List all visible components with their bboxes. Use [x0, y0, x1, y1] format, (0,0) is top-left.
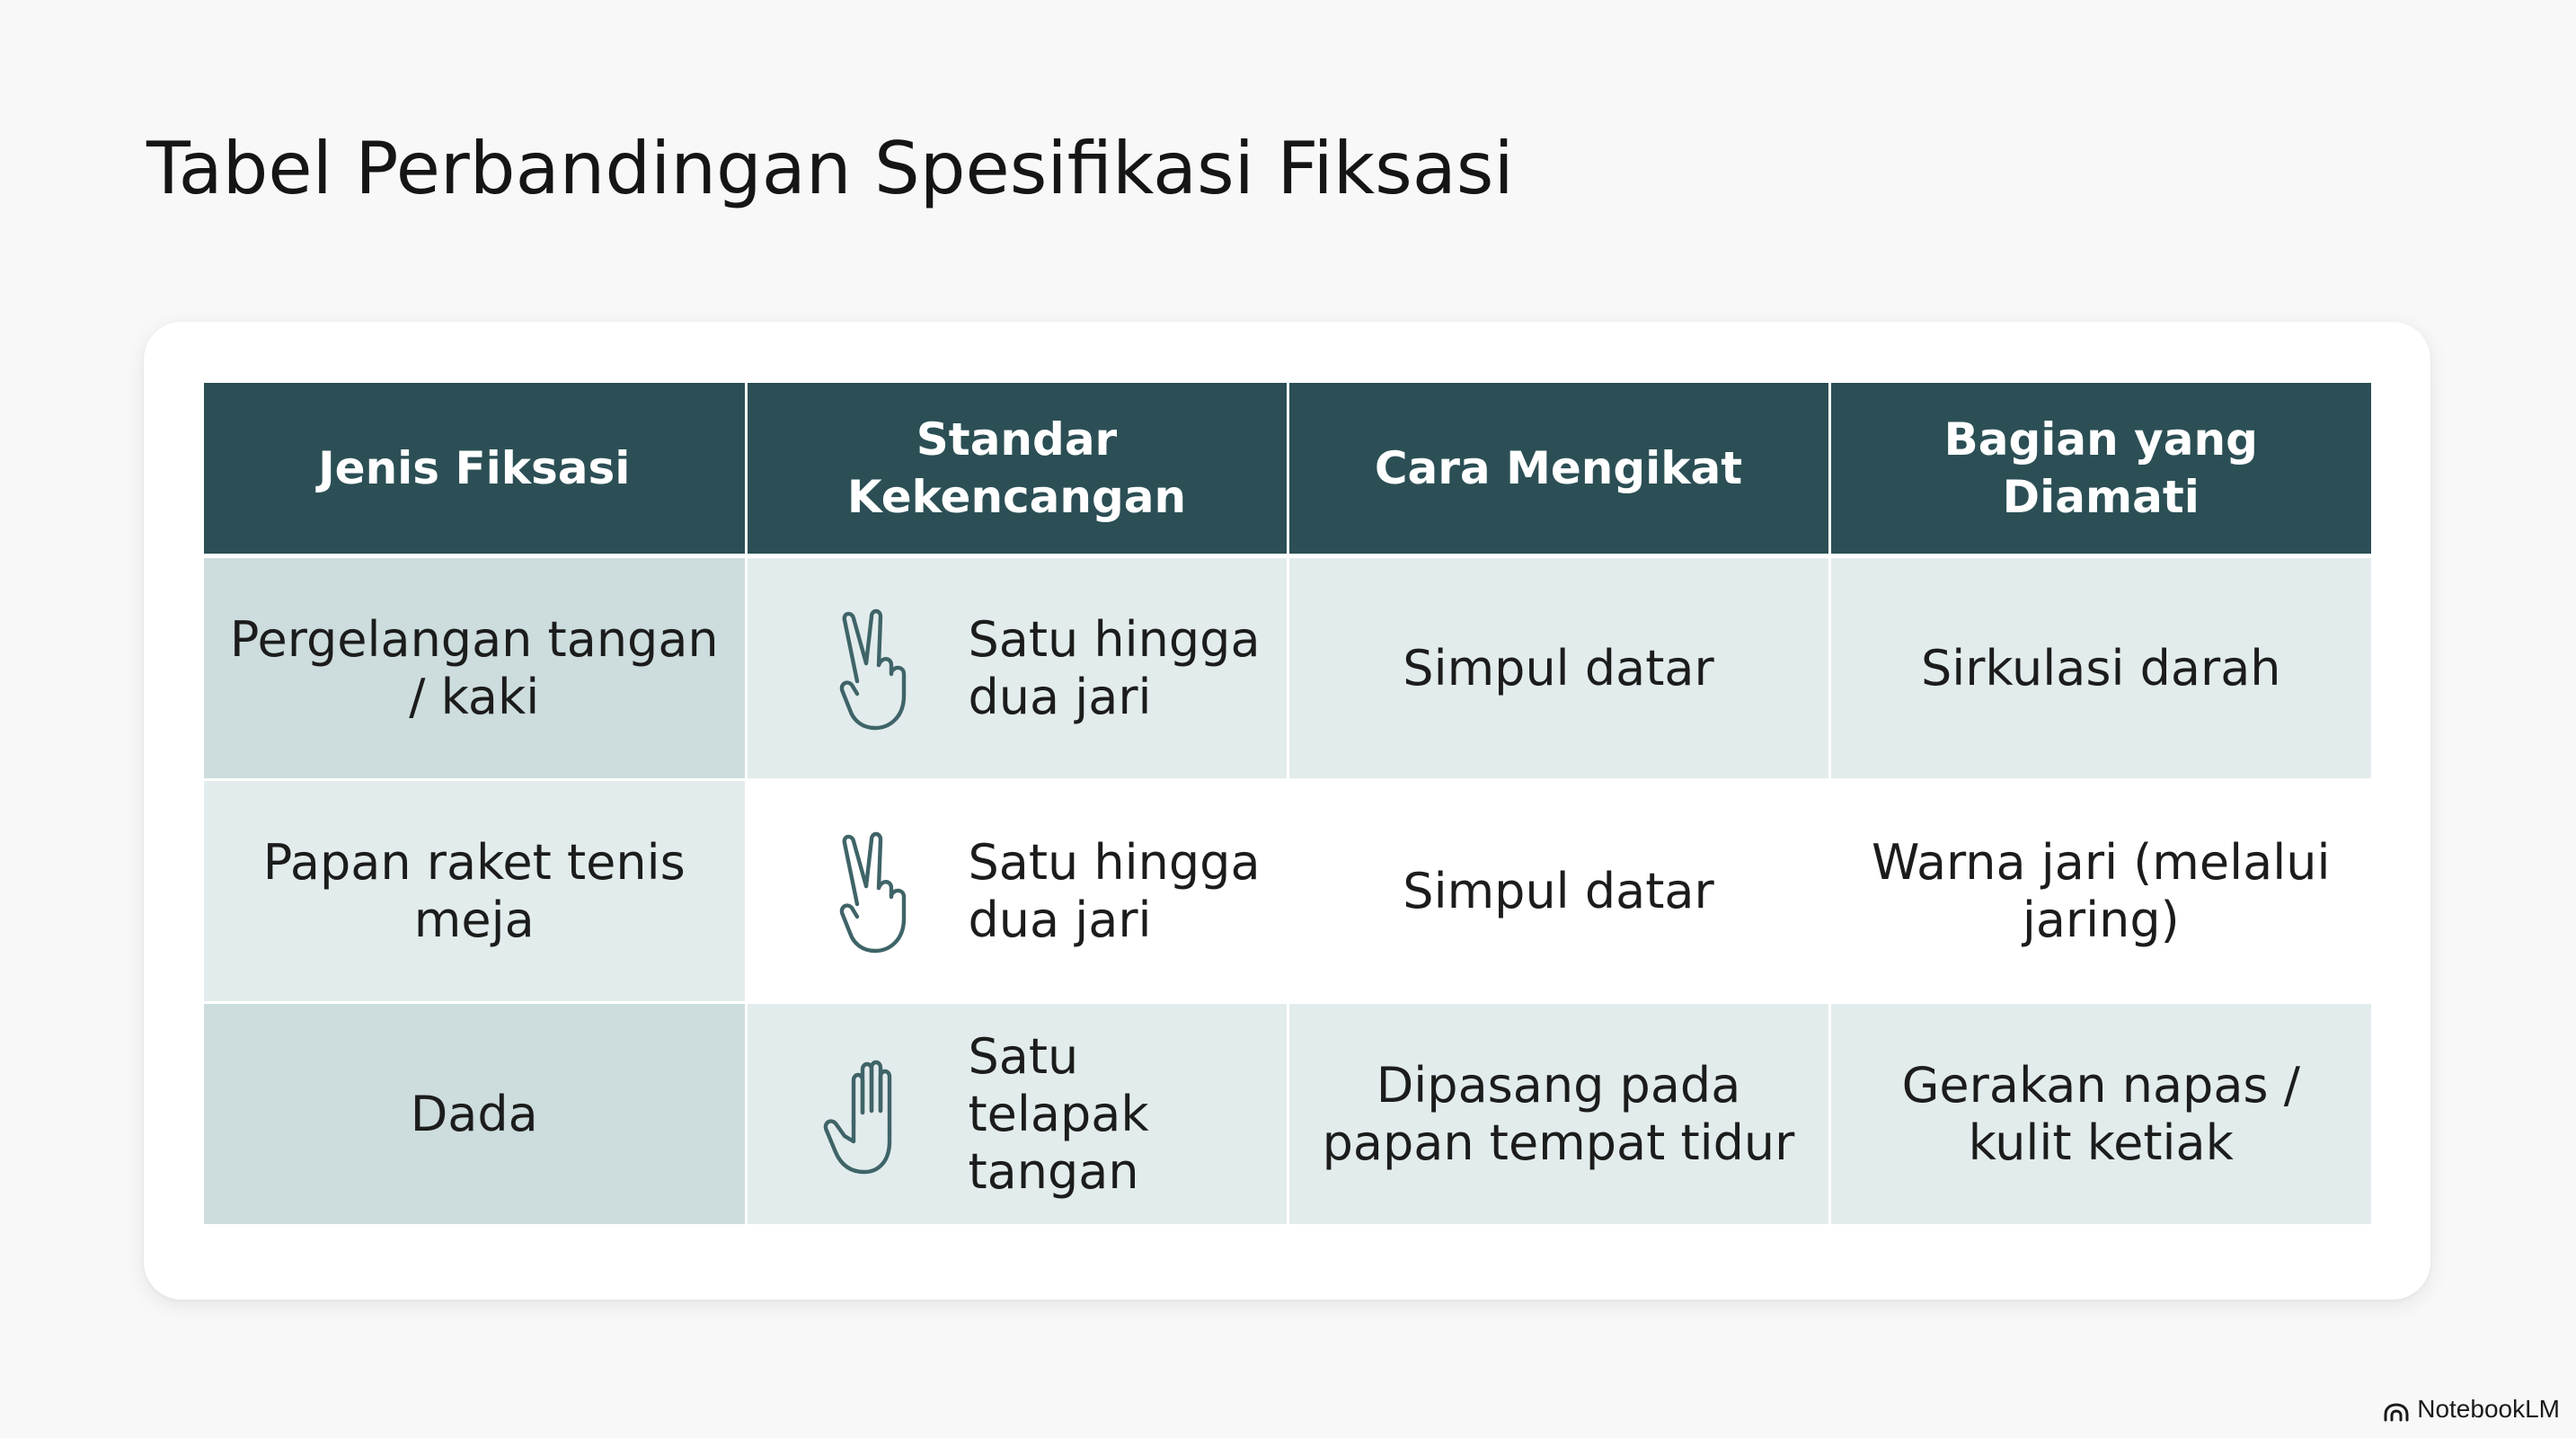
- standard-text: Satu hingga dua jari: [968, 833, 1261, 948]
- header-jenis-fiksasi: Jenis Fiksasi: [204, 383, 746, 556]
- comparison-card: [144, 322, 2430, 1300]
- table-row: [204, 780, 2371, 1003]
- brand-label: NotebookLM: [2417, 1395, 2560, 1423]
- table-row: [204, 1003, 2371, 1226]
- open-palm-icon: [821, 1052, 929, 1177]
- cell-observed: Gerakan napas / kulit ketiak: [1829, 1003, 2371, 1226]
- cell-type: Pergelangan tangan / kaki: [204, 556, 746, 780]
- cell-observed: Sirkulasi darah: [1829, 556, 2371, 780]
- cell-method: Simpul datar: [1288, 780, 1829, 1003]
- cell-method: Simpul datar: [1288, 556, 1829, 780]
- notebooklm-logo-icon: [2383, 1399, 2410, 1419]
- table-header-row: [204, 383, 2371, 556]
- cell-standard: [746, 1003, 1288, 1226]
- cell-observed: Warna jari (melalui jaring): [1829, 780, 2371, 1003]
- two-fingers-icon: [821, 606, 929, 732]
- standard-text: Satu telapak tangan: [968, 1027, 1149, 1200]
- table-row: [204, 556, 2371, 780]
- header-standar-kekencangan: Standar Kekencangan: [746, 383, 1288, 556]
- fixation-spec-table: [204, 383, 2371, 1227]
- cell-standard: [746, 556, 1288, 780]
- header-cara-mengikat: Cara Mengikat: [1288, 383, 1829, 556]
- two-fingers-icon: [821, 829, 929, 954]
- header-bagian-diamati: Bagian yang Diamati: [1829, 383, 2371, 556]
- page-title: Tabel Perbandingan Spesifikasi Fiksasi: [146, 127, 1514, 210]
- notebooklm-brand: [2383, 1395, 2560, 1424]
- standard-text: Satu hingga dua jari: [968, 610, 1261, 725]
- cell-method: Dipasang pada papan tempat tidur: [1288, 1003, 1829, 1226]
- cell-type: Papan raket tenis meja: [204, 780, 746, 1003]
- cell-type: Dada: [204, 1003, 746, 1226]
- cell-standard: [746, 780, 1288, 1003]
